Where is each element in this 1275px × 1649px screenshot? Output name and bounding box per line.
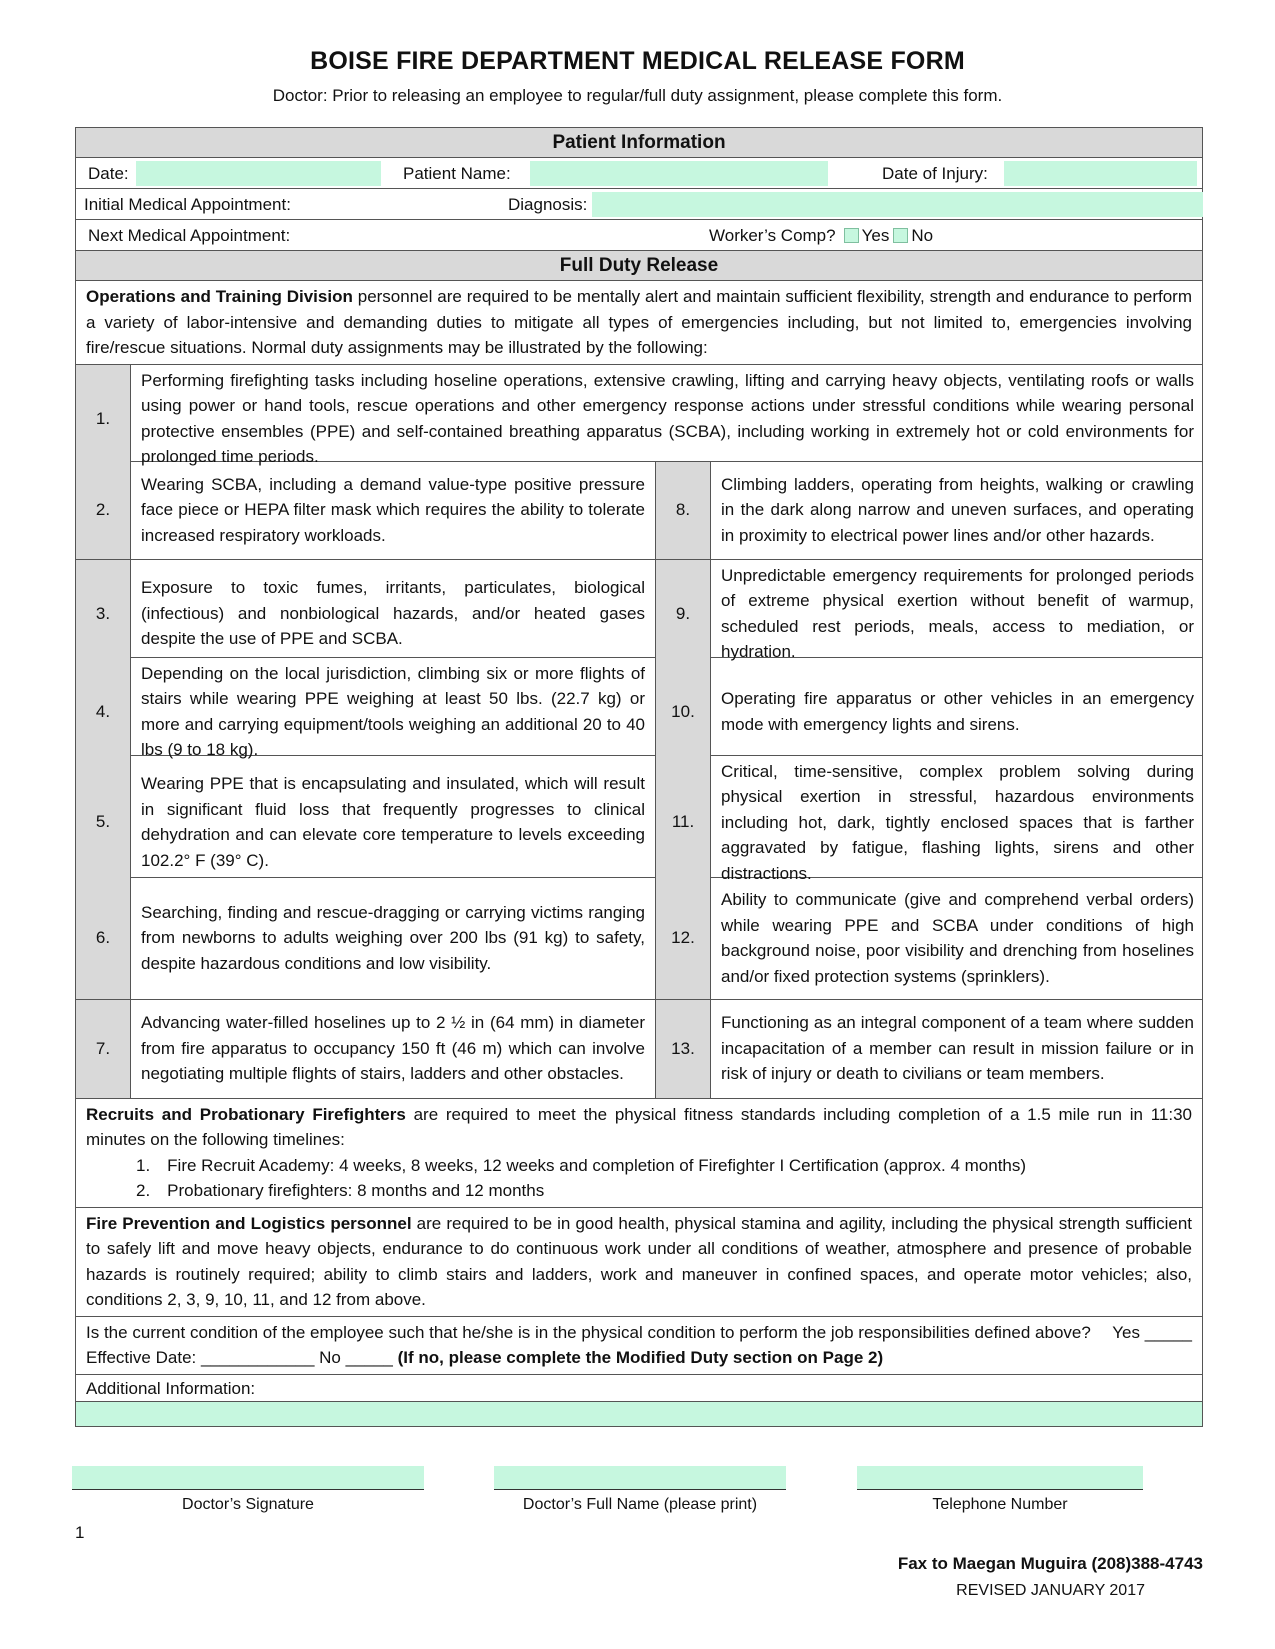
item-number: 3. xyxy=(76,560,131,668)
patient-row-1 xyxy=(76,158,1202,189)
item-number: 8. xyxy=(656,462,711,559)
telephone-label: Telephone Number xyxy=(932,1496,1068,1513)
date-label: Date: xyxy=(88,164,129,183)
initial-appt-label: Initial Medical Appointment: xyxy=(84,195,291,214)
recruits-heading: Recruits and Probationary Firefighters xyxy=(86,1104,406,1124)
duty-row xyxy=(76,756,1202,883)
duty-row xyxy=(76,1000,1202,1098)
patient-name-field[interactable] xyxy=(530,161,828,186)
prevention-heading: Fire Prevention and Logistics personnel xyxy=(86,1213,412,1233)
duty-grid xyxy=(76,365,1202,1099)
item-text: Ability to communicate (give and comprehend verbal orders) while wearing PPE and SCBA under conditions of high background noise, poor visibility and drenching from hoselines and/or fixed protection systems (sprinklers). xyxy=(721,890,1194,986)
item-text: Unpredictable emergency requirements for prolonged periods of extreme physical exertion without benefit of warmup, scheduled rest periods, meals, access to mediation, or hydration. xyxy=(721,565,1194,661)
medical-release-form xyxy=(75,127,1203,1427)
duty-row xyxy=(76,462,1202,560)
duty-item-1 xyxy=(76,365,1202,466)
item-text: Performing firefighting tasks including hoseline operations, extensive crawling, lifting and carrying heavy objects, ventilating roofs or walls using power or hand tools, rescue operations and other emergency response actions under stressful conditions while wearing personal protective ensembles (PPE) and self-contained breathing apparatus (SCBA), including working in extremely hot or cold environments for prolonged time periods. xyxy=(141,370,1194,466)
no-checkbox[interactable] xyxy=(893,228,908,243)
item-text: Functioning as an integral component of a team where sudden incapacitation of a member can result in mission failure or in risk of injury or death to civilians or team members. xyxy=(721,1013,1194,1084)
condition-question xyxy=(76,1317,1202,1375)
patient-name-label: Patient Name: xyxy=(403,164,511,183)
workers-comp-label: Worker’s Comp? xyxy=(709,226,836,245)
full-duty-header: Full Duty Release xyxy=(76,251,1202,281)
date-of-injury-label: Date of Injury: xyxy=(882,164,988,183)
operations-text: personnel are required to be mentally alert and maintain sufficient flexibility, strength and endurance to perform a variety of labor-intensive and demanding duties to mitigate all types of emergencies including, but not limited to, emergencies involving fire/rescue situations. Normal duty assignments may be illustrated by the following: xyxy=(86,287,1193,357)
item-number: 1. xyxy=(76,365,131,473)
duty-row xyxy=(76,560,1202,661)
date-of-injury-field[interactable] xyxy=(1004,161,1197,186)
page-number: 1 xyxy=(75,1523,85,1542)
item-number: 7. xyxy=(76,1000,131,1098)
doctor-name-label: Doctor’s Full Name (please print) xyxy=(522,1496,758,1513)
prevention-paragraph xyxy=(76,1208,1202,1317)
form-subtitle: Doctor: Prior to releasing an employee to regular/full duty assignment, please complete this form. xyxy=(272,86,1003,105)
item-text: Wearing PPE that is encapsulating and insulated, which will result in significant fluid loss that frequently progresses to clinical dehydration and can elevate core temperature to levels exceeding 102.2° F (39° C). xyxy=(131,756,656,890)
item-text: Critical, time-sensitive, complex problem solving during physical exertion in stressful, hazardous environments including hot, dark, tightly enclosed spaces that is farther aggravated by fatigue, flashing lights, sirens and other distractions. xyxy=(721,761,1194,883)
item-text: Depending on the local jurisdiction, climbing six or more flights of stairs while wearing PPE weighing at least 50 lbs. (22.7 kg) or more and carrying equipment/tools weighing an additional 20 to 40 lbs (9 to 18 kg). xyxy=(131,658,656,766)
revision-date: REVISED JANUARY 2017 xyxy=(956,1582,1145,1599)
list-item: 2. Probationary firefighters: 8 months and 12 months xyxy=(136,1181,545,1200)
duty-row xyxy=(76,878,1202,1000)
patient-row-2 xyxy=(76,189,1202,220)
form-title: BOISE FIRE DEPARTMENT MEDICAL RELEASE FORM xyxy=(310,47,965,75)
item-number: 4. xyxy=(76,658,131,766)
recruits-text: are required to meet the physical fitness standards including completion of a 1.5 mile run in 11:30 minutes on the following timelines: xyxy=(86,1104,1192,1149)
workers-comp-group xyxy=(709,220,933,251)
item-text: Operating fire apparatus or other vehicles in an emergency mode with emergency lights and sirens. xyxy=(721,689,1194,734)
patient-row-3 xyxy=(76,220,1202,251)
item-text: Searching, finding and rescue-dragging or carrying victims ranging from newborns to adults weighing over 200 lbs (91 kg) to safety, despite hazardous conditions and low visibility. xyxy=(131,878,656,999)
item-number: 2. xyxy=(76,462,131,559)
doctor-signature-label: Doctor’s Signature xyxy=(182,1496,314,1513)
item-text: Climbing ladders, operating from heights, walking or crawling in the dark along narrow and uneven surfaces, and operating in proximity to electrical power lines and/or other hazards. xyxy=(721,474,1194,545)
yes-checkbox[interactable] xyxy=(844,228,859,243)
recruits-paragraph xyxy=(76,1099,1202,1208)
item-text: Wearing SCBA, including a demand value-type positive pressure face piece or HEPA filter mask which requires the ability to tolerate increased respiratory workloads. xyxy=(131,462,656,559)
question-text: Is the current condition of the employee such that he/she is in the physical condition to perform the job responsibilities defined above? Yes _____ Effective Date: ____________ No _____ xyxy=(86,1322,1192,1367)
recruit-timeline-list xyxy=(86,1153,1192,1204)
fax-info: Fax to Maegan Muguira (208)388-4743 xyxy=(897,1554,1203,1573)
question-note: (If no, please complete the Modified Duty section on Page 2) xyxy=(397,1348,884,1367)
item-number: 6. xyxy=(76,878,131,999)
additional-info-label: Additional Information: xyxy=(76,1375,1202,1402)
list-item: 1. Fire Recruit Academy: 4 weeks, 8 weeks, 12 weeks and completion of Firefighter I Certification (approx. 4 months) xyxy=(136,1155,1027,1175)
item-number: 10. xyxy=(656,658,711,766)
date-field[interactable] xyxy=(136,161,381,186)
item-number: 11. xyxy=(656,756,711,890)
item-number: 5. xyxy=(76,756,131,890)
yes-label: Yes xyxy=(861,226,890,245)
diagnosis-label: Diagnosis: xyxy=(508,195,588,214)
patient-info-header: Patient Information xyxy=(76,128,1202,158)
duty-row xyxy=(76,658,1202,759)
item-text: Advancing water-filled hoselines up to 2 ½ in (64 mm) in diameter from fire apparatus to occupancy 150 ft (46 m) which can involve negotiating multiple flights of stairs, ladders and other obstacles. xyxy=(131,1000,656,1098)
next-appt-label: Next Medical Appointment: xyxy=(88,226,291,245)
item-number: 13. xyxy=(656,1000,711,1098)
diagnosis-field[interactable] xyxy=(592,192,1203,217)
additional-info-field[interactable] xyxy=(76,1402,1202,1426)
operations-heading: Operations and Training Division xyxy=(86,287,353,306)
prevention-text: are required to be in good health, physical stamina and agility, including the physical strength sufficient to safely lift and move heavy objects, endurance to do continuous work under all conditions of weather, atmosphere and presence of probable hazards is routinely required; ability to climb stairs and ladders, work and maneuver in confined spaces, and operate motor vehicles; also, conditions 2, 3, 9, 10, 11, and 12 from above. xyxy=(86,1213,1193,1309)
doctor-name-field[interactable] xyxy=(494,1466,786,1490)
item-text: Exposure to toxic fumes, irritants, particulates, biological (infectious) and nonbiological hazards, and/or heated gases despite the use of PPE and SCBA. xyxy=(131,560,656,668)
doctor-signature-field[interactable] xyxy=(72,1466,424,1490)
operations-paragraph xyxy=(76,281,1202,365)
no-label: No xyxy=(911,226,934,245)
item-number: 9. xyxy=(656,560,711,668)
item-number: 12. xyxy=(656,878,711,999)
telephone-field[interactable] xyxy=(857,1466,1143,1490)
